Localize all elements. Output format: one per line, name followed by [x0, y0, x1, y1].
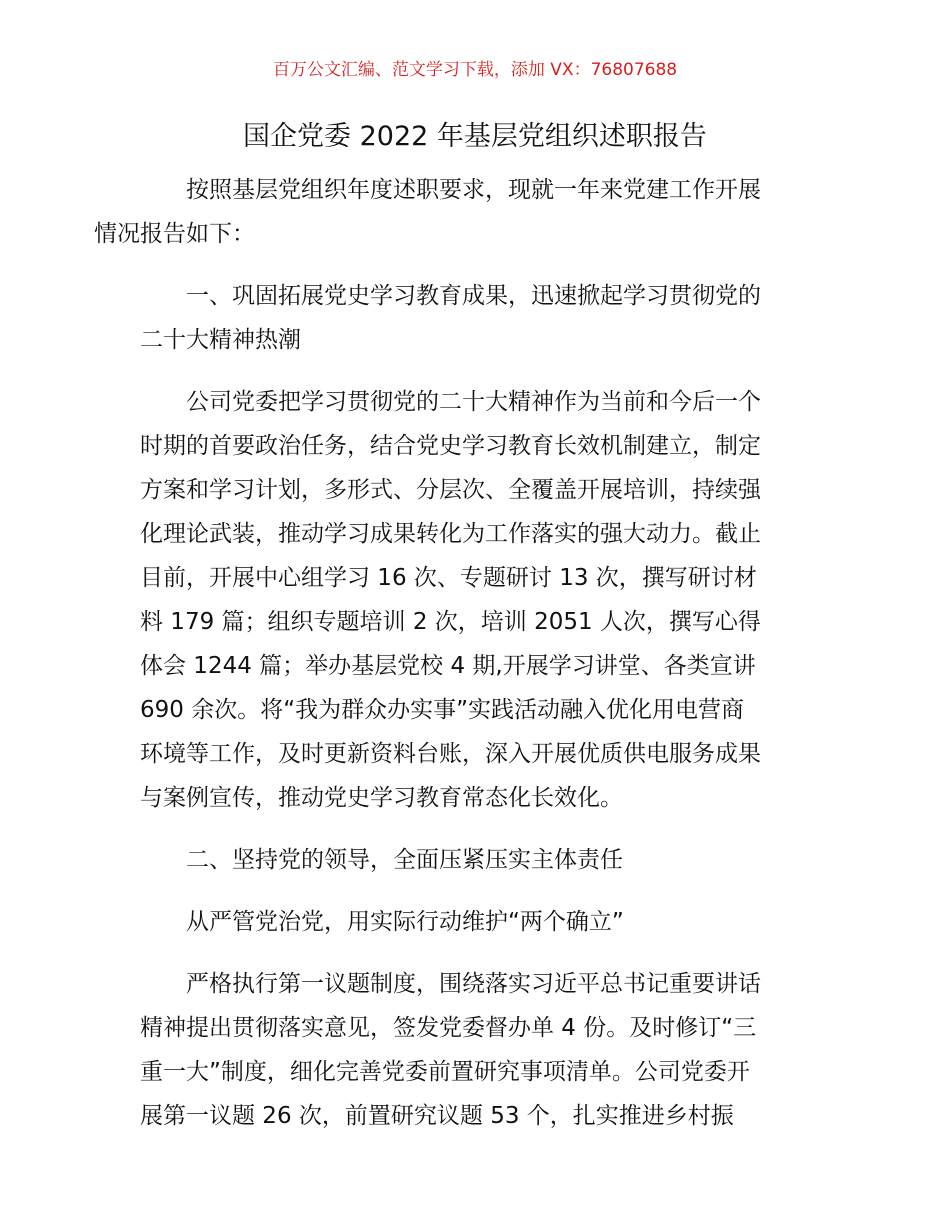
text-line: 精神提出贯彻落实意见，签发党委督办单 4 份。及时修订“三 [140, 1015, 757, 1041]
text-line: 与案例宣传，推动党史学习教育常态化长效化。 [140, 785, 623, 811]
section-heading-1 [140, 274, 812, 362]
text-line: 重一大”制度，细化完善党委前置研究事项清单。公司党委开 [140, 1059, 750, 1085]
text-line: 料 179 篇；组织专题培训 2 次，培训 2051 人次，撰写心得 [140, 609, 761, 635]
text-line: 公司党委把学习贯彻党的二十大精神作为当前和今后一个 [186, 389, 761, 415]
section-heading-2 [140, 838, 812, 882]
subheading [140, 900, 812, 944]
text-line: 化理论武装，推动学习成果转化为工作落实的强大动力。截止 [140, 521, 761, 547]
text-line: 二十大精神热潮 [140, 327, 301, 353]
header-watermark-text: 百万公文汇编、范文学习下载，添加 VX：76807688 [272, 60, 678, 80]
paragraph-intro [94, 168, 812, 256]
text-line: 690 余次。将“我为群众办实事”实践活动融入优化用电营商 [140, 697, 745, 723]
text-line: 环境等工作，及时更新资料台账，深入开展优质供电服务成果 [140, 741, 761, 767]
text-line: 展第一议题 26 次，前置研究议题 53 个，扎实推进乡村振 [140, 1103, 734, 1129]
text-line: 按照基层党组织年度述职要求，现就一年来党建工作开展 [186, 177, 761, 203]
paragraph-study [140, 380, 812, 820]
text-line: 严格执行第一议题制度，围绕落实习近平总书记重要讲话 [186, 971, 761, 997]
text-line: 从严管党治党，用实际行动维护“两个确立” [186, 909, 624, 935]
text-line: 一、巩固拓展党史学习教育成果，迅速掀起学习贯彻党的 [186, 283, 761, 309]
paragraph-leadership [140, 962, 812, 1138]
text-line: 目前，开展中心组学习 16 次、专题研讨 13 次，撰写研讨材 [140, 565, 757, 591]
document-body [94, 168, 812, 1138]
text-line: 时期的首要政治任务，结合党史学习教育长效机制建立，制定 [140, 433, 761, 459]
text-line: 情况报告如下： [94, 221, 255, 247]
text-line: 体会 1244 篇；举办基层党校 4 期,开展学习讲堂、各类宣讲 [140, 653, 756, 679]
text-line: 二、坚持党的领导，全面压紧压实主体责任 [186, 847, 623, 873]
text-line: 方案和学习计划，多形式、分层次、全覆盖开展培训，持续强 [140, 477, 761, 503]
page-title: 国企党委 2022 年基层党组织述职报告 [243, 121, 707, 152]
